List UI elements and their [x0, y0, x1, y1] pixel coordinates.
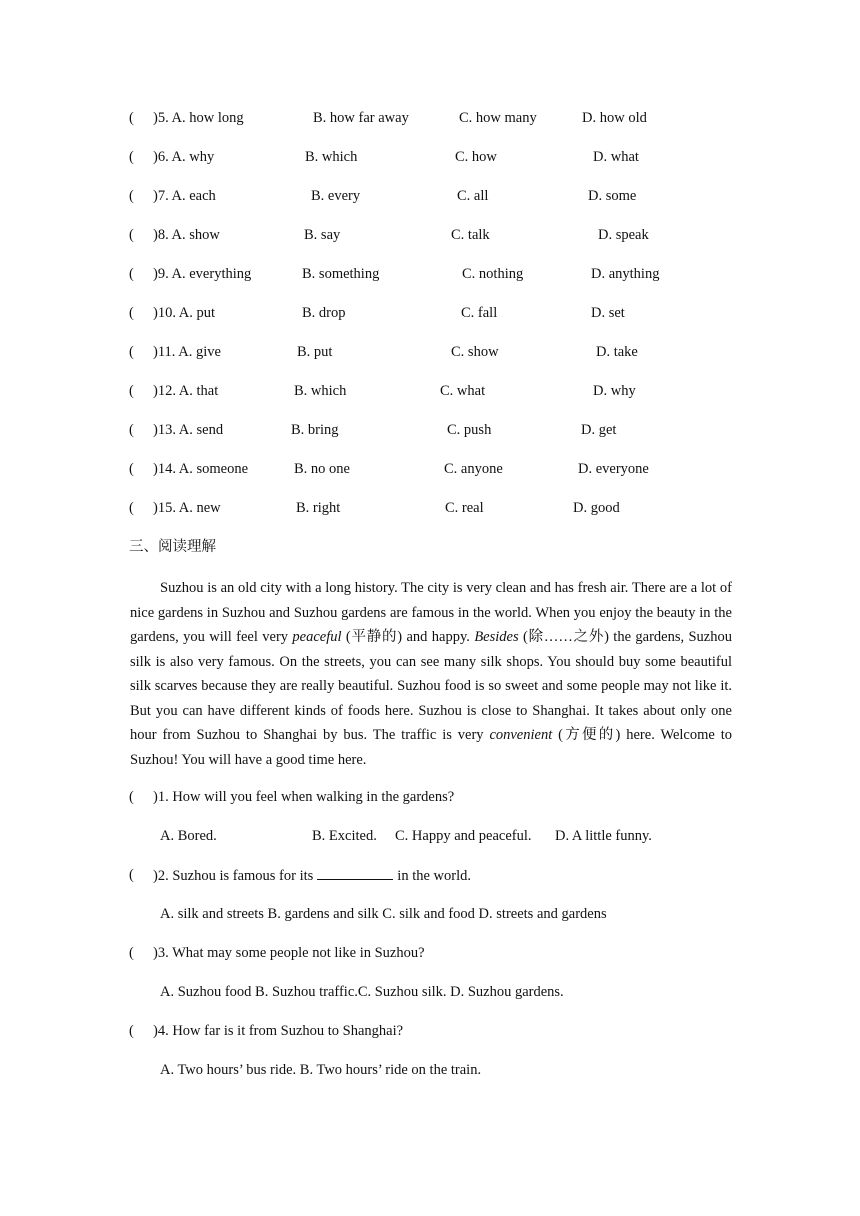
option-d: D. anything: [591, 266, 660, 282]
option-b: B. which: [294, 383, 347, 399]
option-c: C. talk: [451, 227, 490, 243]
answer-paren: (: [129, 789, 134, 805]
question-text-after: in the world.: [397, 868, 471, 884]
option-c: C. real: [445, 500, 484, 516]
answer-paren: (: [129, 945, 134, 961]
option-c: C. how many: [459, 110, 537, 126]
answer-paren: (: [129, 461, 134, 477]
answer-paren: (: [129, 1023, 134, 1039]
option-d: D. good: [573, 500, 620, 516]
question-text-before: )2. Suzhou is famous for its: [153, 868, 314, 884]
answer-paren: (: [129, 867, 134, 883]
option-d: D. set: [591, 305, 625, 321]
option-c: C. how: [455, 149, 497, 165]
option-b: B. something: [302, 266, 380, 282]
gloss-convenient: (方便的) here. Welcome to Suzhou! You will have a good time here.: [130, 727, 732, 768]
option-a: )8. A. show: [153, 227, 220, 243]
answer-paren: (: [129, 383, 134, 399]
option-d: D. everyone: [578, 461, 649, 477]
answer-paren: (: [129, 344, 134, 360]
question-2: [129, 865, 529, 885]
option-a: A. Bored.: [160, 828, 217, 844]
option-d: D. some: [588, 188, 637, 204]
question-3-options: A. Suzhou food B. Suzhou traffic.C. Suzhou silk. D. Suzhou gardens.: [160, 984, 564, 1000]
answer-paren: (: [129, 266, 134, 282]
question-1-options: [160, 826, 680, 846]
option-b: B. put: [297, 344, 333, 360]
option-a: )13. A. send: [153, 422, 224, 438]
answer-paren: (: [129, 227, 134, 243]
question-text: )3. What may some people not like in Suzhou?: [153, 945, 425, 961]
vocab-besides: Besides: [474, 629, 519, 645]
answer-paren: (: [129, 305, 134, 321]
vocab-convenient: convenient: [489, 727, 553, 743]
reading-passage: [130, 576, 732, 772]
option-d: D. take: [596, 344, 638, 360]
option-d: D. how old: [582, 110, 647, 126]
vocab-peaceful: peaceful: [292, 629, 342, 645]
option-a: )14. A. someone: [153, 461, 249, 477]
answer-paren: (: [129, 188, 134, 204]
option-d: D. why: [593, 383, 636, 399]
gloss-peaceful: (平静的) and happy.: [341, 629, 475, 645]
question-text: )1. How will you feel when walking in the gardens?: [153, 789, 455, 805]
gloss-besides: (除……之外) the gardens, Suzhou silk is also very famous. On the streets, you can see many silk shops. You should buy some beautiful silk scarves because they are really beautiful. Suzhou food is so sweet and some people may not like it. But you can have different kinds of foods here. Suzhou is close to Shanghai. It takes about only one hour from Suzhou to Shanghai by bus. The traffic is very: [130, 629, 732, 743]
option-b: B. bring: [291, 422, 339, 438]
option-d: D. A little funny.: [555, 828, 652, 844]
option-a: )15. A. new: [153, 500, 221, 516]
answer-paren: (: [129, 110, 134, 126]
section-title: 三、阅读理解: [129, 539, 216, 555]
option-c: C. what: [440, 383, 486, 399]
option-b: B. every: [311, 188, 361, 204]
answer-blank[interactable]: [317, 865, 393, 880]
option-c: C. show: [451, 344, 499, 360]
option-a: )12. A. that: [153, 383, 219, 399]
option-b: B. drop: [302, 305, 346, 321]
option-a: )11. A. give: [153, 344, 221, 360]
option-d: D. what: [593, 149, 639, 165]
question-text: )4. How far is it from Suzhou to Shanghai?: [153, 1023, 404, 1039]
option-b: B. which: [305, 149, 358, 165]
option-a: )5. A. how long: [153, 110, 244, 126]
answer-paren: (: [129, 500, 134, 516]
option-b: B. Excited.: [312, 828, 377, 844]
option-d: D. get: [581, 422, 617, 438]
answer-paren: (: [129, 149, 134, 165]
passage-text: Suzhou is an old city with a long history. The city is very clean and has fresh air. There are a lot of nice gardens in Suzhou and Suzhou gardens are famous in the world. When you enjoy the beauty in the gardens, you will feel very: [130, 580, 732, 645]
option-c: C. Happy and peaceful.: [395, 828, 532, 844]
option-c: C. push: [447, 422, 492, 438]
option-a: )9. A. everything: [153, 266, 252, 282]
option-a: )10. A. put: [153, 305, 216, 321]
option-d: D. speak: [598, 227, 649, 243]
question-text: [153, 865, 471, 886]
question-2-options: A. silk and streets B. gardens and silk C. silk and food D. streets and gardens: [160, 906, 607, 922]
option-b: B. say: [304, 227, 341, 243]
option-c: C. anyone: [444, 461, 503, 477]
answer-paren: (: [129, 422, 134, 438]
option-b: B. right: [296, 500, 341, 516]
question-4-options: A. Two hours’ bus ride. B. Two hours’ ride on the train.: [160, 1062, 482, 1078]
option-c: C. nothing: [462, 266, 524, 282]
option-c: C. fall: [461, 305, 498, 321]
option-b: B. no one: [294, 461, 350, 477]
option-a: )6. A. why: [153, 149, 215, 165]
option-a: )7. A. each: [153, 188, 216, 204]
option-c: C. all: [457, 188, 489, 204]
option-b: B. how far away: [313, 110, 409, 126]
